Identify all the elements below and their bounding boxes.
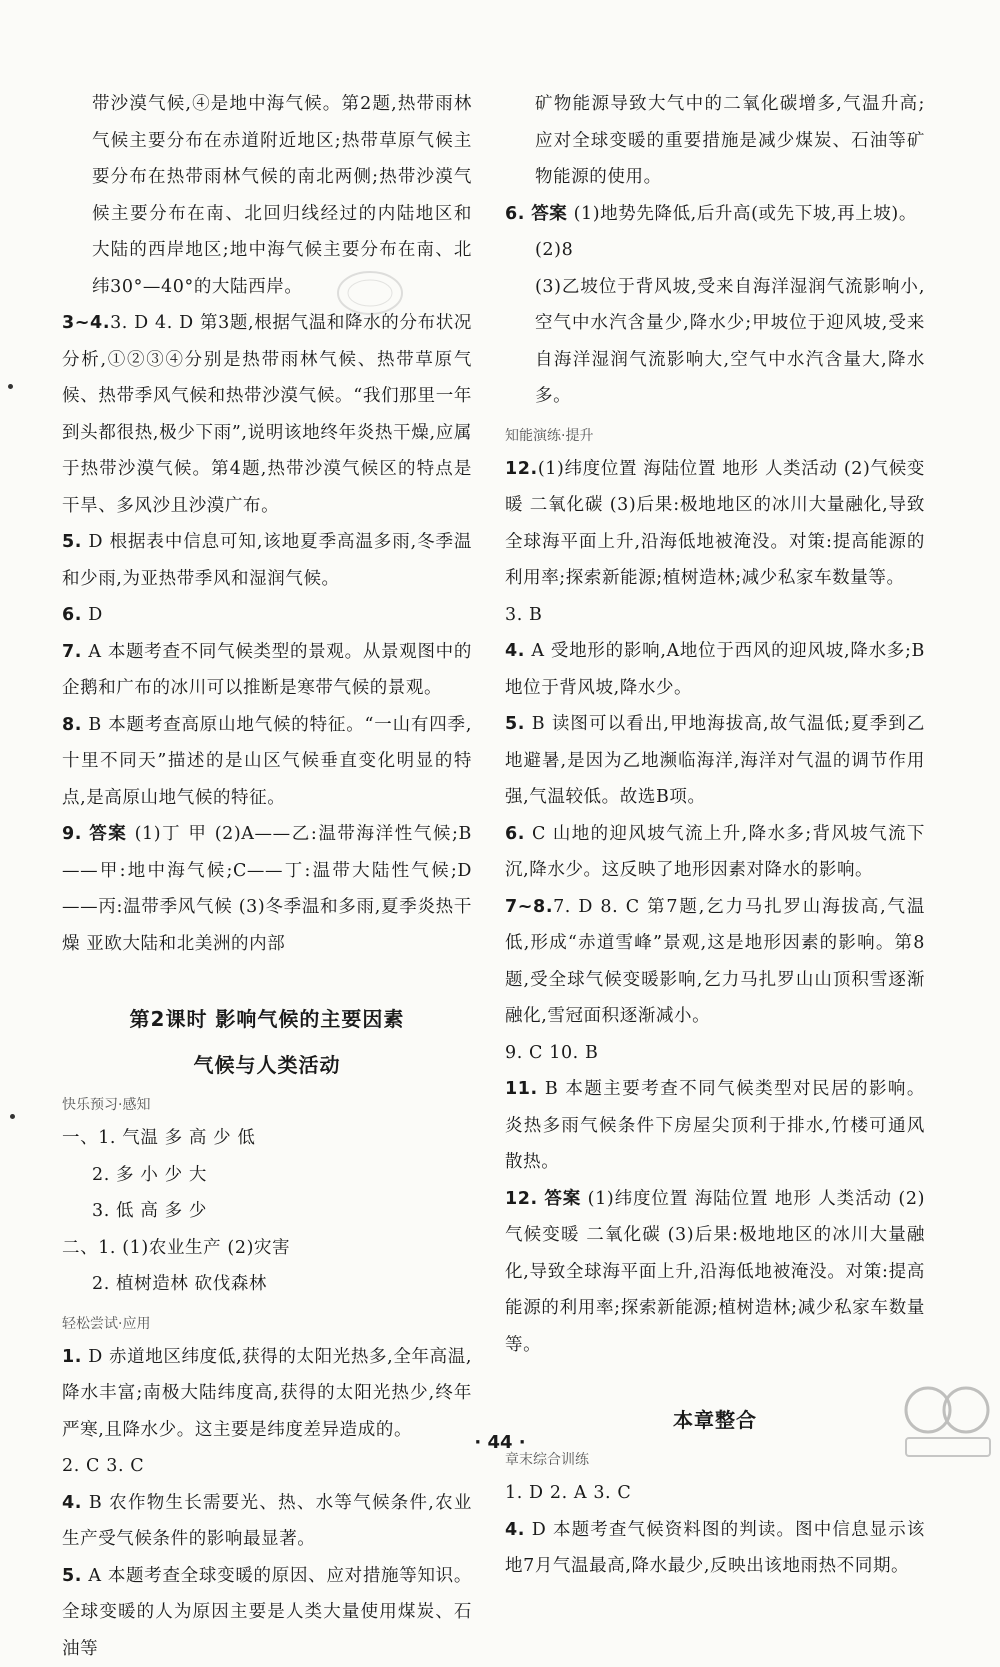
answer-item (62, 305, 472, 524)
answer-item: 3. 低 高 多 少 (62, 1193, 472, 1230)
section-header: 轻松尝试·应用 (62, 1309, 472, 1339)
answer-item (62, 707, 472, 817)
answer-item (62, 1558, 472, 1667)
paragraph: 带沙漠气候,④是地中海气候。第2题,热带雨林气候主要分布在赤道附近地区;热带草原气候主要分布在热带雨林气候的南北两侧;热带沙漠气候主要分布在南、北回归线经过的内陆地区和大陆的西岸地区;地中海气候主要分布在南、北纬30°—40°的大陆西岸。 (62, 86, 472, 305)
answer-key-label: 答案 (89, 824, 127, 844)
item-text: B 读图可以看出,甲地海拔高,故气温低;夏季到乙地避暑,是因为乙地濒临海洋,海洋对气温的调节作用强,气温较低。故选B项。 (505, 714, 925, 807)
item-text: A 本题考查不同气候类型的景观。从景观图中的企鹅和广布的冰川可以推断是寒带气候的景观。 (62, 642, 472, 699)
margin-dot (10, 1114, 15, 1119)
answer-item (505, 633, 925, 706)
item-number: 8. (62, 715, 82, 735)
item-number: 3~4. (62, 313, 110, 333)
answer-item: 2. C 3. C (62, 1448, 472, 1485)
item-text: D 根据表中信息可知,该地夏季高温多雨,冬季温和少雨,为亚热带季风和湿润气候。 (62, 532, 472, 589)
answer-item: 2. 植树造林 砍伐森林 (62, 1266, 472, 1303)
item-number: 12. (505, 1189, 538, 1209)
item-number: 4. (505, 1520, 525, 1540)
answer-item: 9. C 10. B (505, 1035, 925, 1072)
page-number: · 44 · (0, 1432, 1000, 1453)
answer-item: 3. B (505, 597, 925, 634)
answer-item (62, 597, 472, 634)
item-text: B 本题考查高原山地气候的特征。“一山有四季,十里不同天”描述的是山区气候垂直变化明显的特点,是高原山地气候的特征。 (62, 715, 472, 808)
answer-item (62, 524, 472, 597)
answer-key-label: 答案 (544, 1189, 581, 1209)
item-text: (1)纬度位置 海陆位置 地形 人类活动 (2)气候变暖 二氧化碳 (3)后果:极地地区的冰川大量融化,导致全球海平面上升,沿海低地被淹没。对策:提高能源的利用率;探索新能源;植树造林;减少私家车数量等。 (505, 459, 925, 589)
item-number: 9. (62, 824, 82, 844)
paragraph: 矿物能源导致大气中的二氧化碳增多,气温升高;应对全球变暖的重要措施是减少煤炭、石油等矿物能源的使用。 (505, 86, 925, 196)
section-header: 快乐预习·感知 (62, 1090, 472, 1120)
chapter-summary-title: 本章整合 (505, 1401, 925, 1439)
right-column (505, 86, 925, 1585)
answer-item (505, 1181, 925, 1364)
item-text: D 赤道地区纬度低,获得的太阳光热多,全年高温,降水丰富;南极大陆纬度高,获得的太阳光热少,终年严寒,且降水少。这主要是纬度差异造成的。 (62, 1347, 472, 1440)
item-number: 7. (62, 642, 82, 662)
item-number: 1. (62, 1347, 82, 1367)
left-column (62, 86, 472, 1667)
item-number: 5. (62, 532, 82, 552)
item-text: B 农作物生长需要光、热、水等气候条件,农业生产受气候条件的影响最显著。 (62, 1493, 472, 1550)
item-number: 6. (505, 824, 525, 844)
item-number: 6. (62, 605, 82, 625)
section-header: 知能演练·提升 (505, 421, 925, 451)
stamp-icon (335, 268, 405, 318)
item-text: B 本题主要考查不同气候类型对民居的影响。炎热多雨气候条件下房屋尖顶利于排水,竹楼可通风散热。 (505, 1079, 925, 1172)
answer-item (505, 889, 925, 1035)
item-text: D 本题考查气候资料图的判读。图中信息显示该地7月气温最高,降水最少,反映出该地雨热不同期。 (505, 1520, 925, 1577)
answer-item (505, 196, 925, 233)
section-header: 章末综合训练 (505, 1445, 925, 1475)
watermark-logo-icon (902, 1384, 994, 1462)
lesson-title: 第2课时 影响气候的主要因素 (62, 1000, 472, 1038)
item-text: A 受地形的影响,A地位于西风的迎风坡,降水多;B地位于背风坡,降水少。 (505, 641, 925, 698)
item-text: (1)丁 甲 (2)A——乙:温带海洋性气候;B——甲:地中海气候;C——丁:温带大陆性气候;D——丙:温带季风气候 (3)冬季温和多雨,夏季炎热干燥 亚欧大陆和北美洲的内部 (62, 824, 472, 954)
item-number: 4. (505, 641, 525, 661)
answer-item (62, 634, 472, 707)
answer-subitem: (3)乙坡位于背风坡,受来自海洋湿润气流影响小,空气中水汽含量少,降水少;甲坡位于迎风坡,受来自海洋湿润气流影响大,空气中水汽含量大,降水多。 (505, 269, 925, 415)
answer-item (505, 816, 925, 889)
answer-subitem: (2)8 (505, 232, 925, 269)
item-text: (1)纬度位置 海陆位置 地形 人类活动 (2)气候变暖 二氧化碳 (3)后果:极地地区的冰川大量融化,导致全球海平面上升,沿海低地被淹没。对策:提高能源的利用率;探索新能源;植树造林;减少私家车数量等。 (505, 1189, 925, 1355)
item-number: 5. (62, 1566, 82, 1586)
item-text: C 山地的迎风坡气流上升,降水多;背风坡气流下沉,降水少。这反映了地形因素对降水的影响。 (505, 824, 925, 881)
item-number: 11. (505, 1079, 538, 1099)
item-text: (1)地势先降低,后升高(或先下坡,再上坡)。 (574, 204, 917, 224)
answer-item (62, 1485, 472, 1558)
answer-item: 1. D 2. A 3. C (505, 1475, 925, 1512)
lesson-subtitle: 气候与人类活动 (62, 1046, 472, 1084)
answer-item: 一、1. 气温 多 高 少 低 (62, 1120, 472, 1157)
answer-item (505, 1512, 925, 1585)
item-number: 6. (505, 204, 525, 224)
answer-item: 二、1. (1)农业生产 (2)灾害 (62, 1230, 472, 1267)
answer-item (505, 451, 925, 597)
item-number: 12. (505, 459, 538, 479)
margin-dot (8, 384, 13, 389)
item-number: 5. (505, 714, 525, 734)
answer-item (505, 1071, 925, 1181)
answer-key-label: 答案 (531, 204, 567, 224)
item-text: 3. D 4. D 第3题,根据气温和降水的分布状况分析,①②③④分别是热带雨林气候、热带草原气候、热带季风气候和热带沙漠气候。“我们那里一年到头都很热,极少下雨”,说明该地终年炎热干燥,应属于热带沙漠气候。第4题,热带沙漠气候区的特点是干旱、多风沙且沙漠广布。 (62, 313, 472, 516)
item-number: 7~8. (505, 897, 553, 917)
item-text: A 本题考查全球变暖的原因、应对措施等知识。全球变暖的人为原因主要是人类大量使用煤炭、石油等 (62, 1566, 472, 1659)
answer-item (62, 816, 472, 962)
item-number: 4. (62, 1493, 82, 1513)
answer-item (505, 706, 925, 816)
answer-item: 2. 多 小 少 大 (62, 1157, 472, 1194)
item-text: 7. D 8. C 第7题,乞力马扎罗山海拔高,气温低,形成“赤道雪峰”景观,这是地形因素的影响。第8题,受全球气候变暖影响,乞力马扎罗山山顶积雪逐渐融化,雪冠面积逐渐减小。 (505, 897, 925, 1027)
item-text: D (88, 605, 103, 625)
